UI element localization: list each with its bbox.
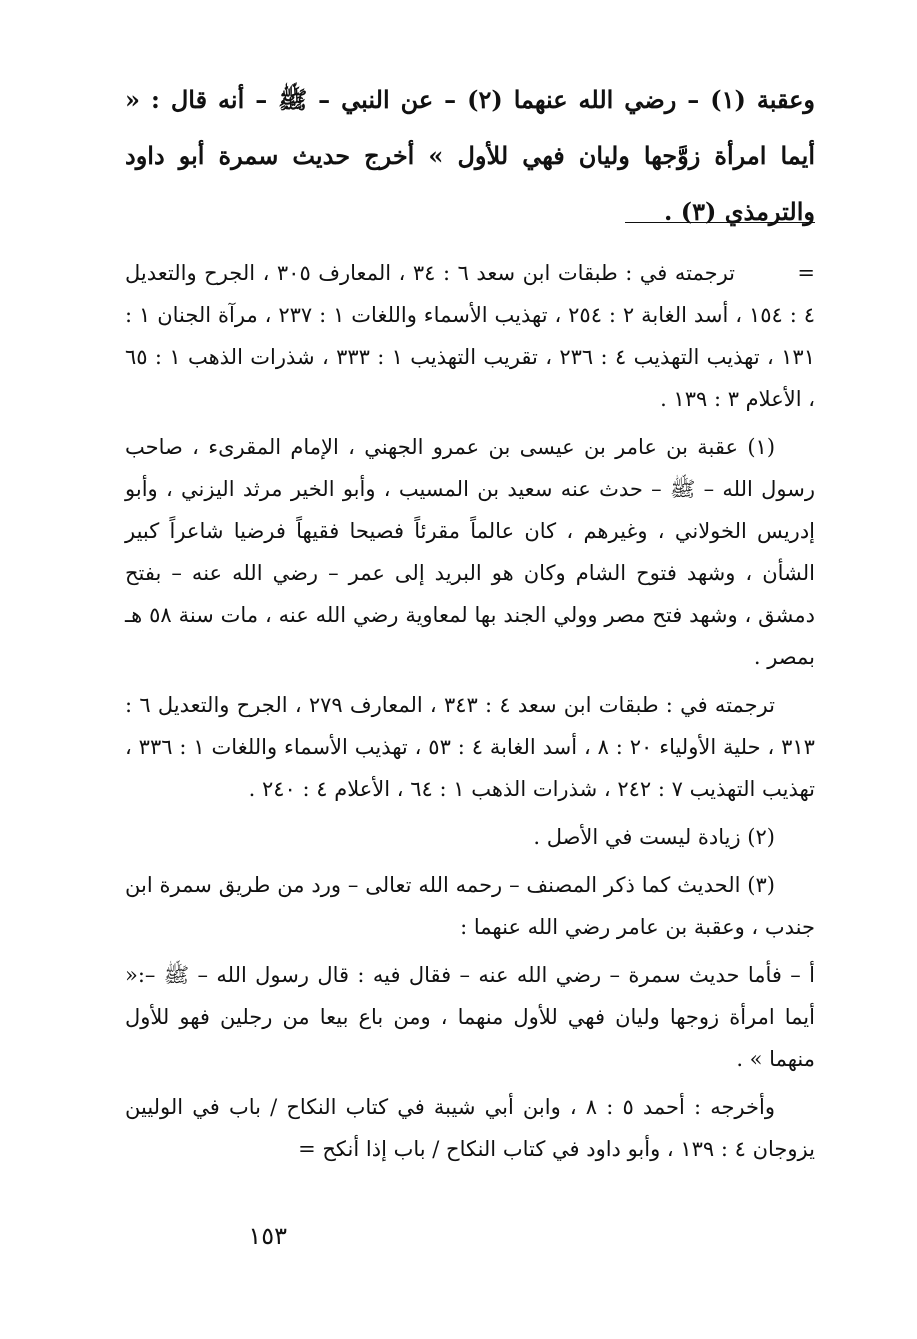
main-text-block: [125, 72, 815, 240]
footnote-3-references: وأخرجه : أحمد ٥ : ٨ ، وابن أبي شيبة في كتاب النكاح / باب في الوليين يزوجان ٤ : ١٣٩ ، وأبو داود في كتاب النكاح / باب إذا أنكح =: [125, 1095, 815, 1161]
footnote-3-item-a: أ – فأما حديث سمرة – رضي الله عنه – فقال فيه : قال رسول الله – ﷺ –:« أيما امرأة زوجها وليان فهي للأول منهما ، ومن باع بيعا من رجلين فهو للأول منهما » .: [125, 963, 815, 1071]
main-paragraph: وعقبة (١) – رضي الله عنهما (٢) – عن النبي – ﷺ – أنه قال : « أيما امرأة زوَّجها وليان فهي للأول » أخرج حديث سمرة أبو داود والترمذي (٣) .: [125, 85, 815, 226]
continuation-text: ترجمته في : طبقات ابن سعد ٦ : ٣٤ ، المعارف ٣٠٥ ، الجرح والتعديل ٤ : ١٥٤ ، أسد الغابة ٢ : ٢٥٤ ، تهذيب الأسماء واللغات ١ : ٢٣٧ ، مرآة الجنان ١ : ١٣١ ، تهذيب التهذيب ٤ : ٢٣٦ ، تقريب التهذيب ١ : ٣٣٣ ، شذرات الذهب ١ : ٦٥ ، الأعلام ٣ : ١٣٩ .: [125, 261, 815, 411]
footnote-1-references: ترجمته في : طبقات ابن سعد ٤ : ٣٤٣ ، المعارف ٢٧٩ ، الجرح والتعديل ٦ : ٣١٣ ، حلية الأولياء ٢٠ : ٨ ، أسد الغابة ٤ : ٥٣ ، تهذيب الأسماء واللغات ١ : ٣٣٦ ، تهذيب التهذيب ٧ : ٢٤٢ ، شذرات الذهب ١ : ٦٤ ، الأعلام ٤ : ٢٤٠ .: [125, 693, 815, 801]
continuation-mark: =: [797, 261, 815, 285]
footnote-3: (٣) الحديث كما ذكر المصنف – رحمه الله تعالى – ورد من طريق سمرة ابن جندب ، وعقبة بن عامر رضي الله عنهما :: [125, 873, 815, 939]
footnotes-block: [125, 252, 815, 1176]
footnote-continuation: [125, 252, 815, 420]
page-number: ١٥٣: [248, 1222, 287, 1250]
footnote-divider: [625, 222, 815, 223]
footnote-1: (١) عقبة بن عامر بن عيسى بن عمرو الجهني ، الإمام المقرىء ، صاحب رسول الله – ﷺ – حدث عنه سعيد بن المسيب ، وأبو الخير مرثد اليزني ، وأبو إدريس الخولاني ، وغيرهم ، كان عالماً مقرئاً فصيحا فقيهاً فرضيا شاعراً كبير الشأن ، وشهد فتوح الشام وكان هو البريد إلى عمر – رضي الله عنه – بفتح دمشق ، وشهد فتح مصر وولي الجند بها لمعاوية رضي الله عنه ، مات سنة ٥٨ هـ بمصر .: [125, 435, 816, 669]
footnote-2: (٢) زيادة ليست في الأصل .: [533, 825, 775, 849]
